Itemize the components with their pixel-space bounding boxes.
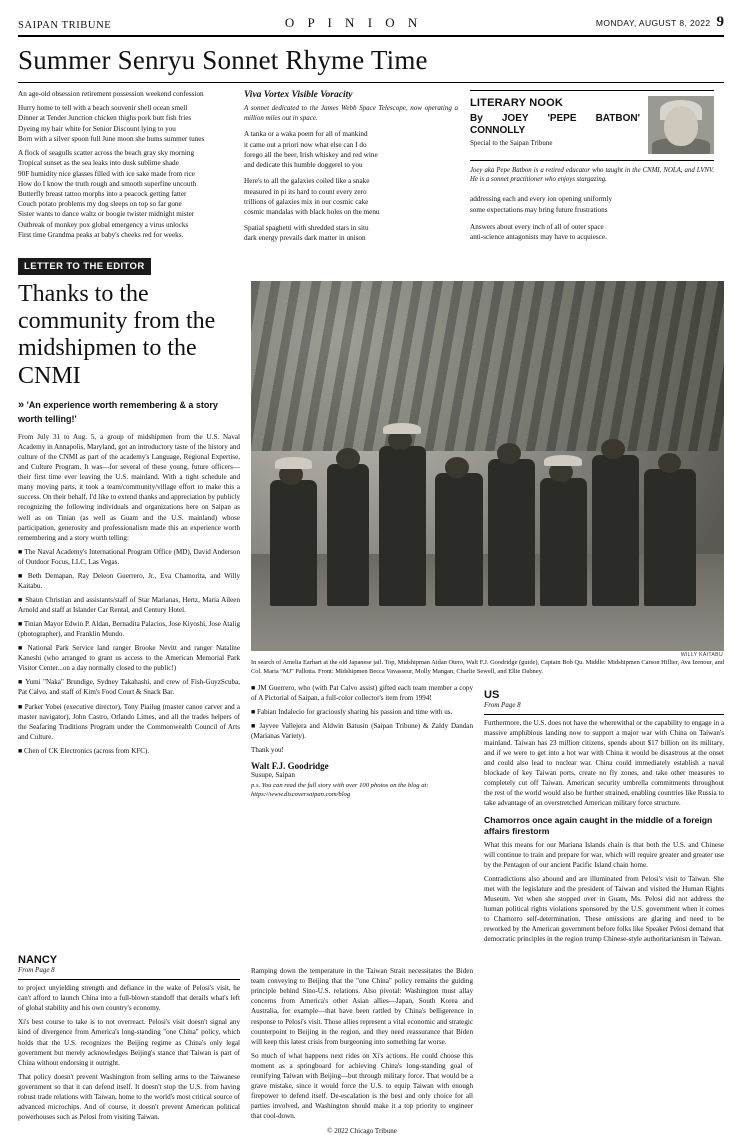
- senryu-column: [18, 89, 232, 244]
- us-from-page: From Page 8: [484, 700, 521, 709]
- masthead: [18, 14, 724, 37]
- letter-title: Thanks to the community from the midshipmen to the CNMI: [18, 280, 216, 389]
- nancy-divider: [18, 979, 240, 980]
- bottom-columns: [18, 948, 724, 1135]
- page-number: 9: [716, 14, 724, 30]
- letter-section-bar-row: [18, 251, 724, 275]
- bottom-right-spacer: [484, 948, 724, 1135]
- literary-nook-bio: Joey aka Pepe Batbon is a retired educator who taught in the CNMI, NOLA, and LVNV. He is a sonnet practitioner who enjoys stargazing.: [470, 167, 714, 184]
- lower-right-columns: [251, 683, 724, 949]
- letter-continued-body: ■ JM Guerrero, who (with Pat Calvo assist) gifted each team member a copy of A Pictorial of Saipan, a full-color collector's item from 1994! ■ Fabian Indalecio for graciously sharing his passion and time with us. ■ Jayvee Vallejera and Aldwin Batusin (Saipan Tribune) & Zaldy Dandan (Marianas Variety). Thank you!: [251, 683, 473, 754]
- literary-nook-box: [470, 90, 714, 161]
- photo-credit: WILLY KAITABU: [680, 651, 723, 658]
- section-name: O P I N I O N: [284, 15, 423, 30]
- letter-column: [18, 281, 240, 949]
- section-bar-letter-to-editor: LETTER TO THE EDITOR: [18, 258, 151, 275]
- top-article-area: [18, 89, 724, 244]
- photo-caption: In search of Amelia Earhart at the old Japanese jail. Top, Midshipman Aidan Otero, Walt F.J. Goodridge (guide), Captain Bob Qu. Middle: Midshipmen Carson Hillier, Ava Izenour, and Col. Maria "MJ" Pallotta. Front: Midshipmen Becca Vavasseur, Molly Mangan, Charlie Sewell, and Ellie Dabney.: [251, 658, 724, 675]
- group-photo: [251, 281, 724, 651]
- issue-date: MONDAY, AUGUST 8, 2022: [595, 18, 711, 28]
- literary-nook-byline: By JOEY 'PEPE BATBON' CONNOLLY: [470, 113, 640, 136]
- us-subheadline: Chamorros once again caught in the middle of a foreign affairs firestorm: [484, 815, 713, 836]
- author-portrait-photo: [648, 96, 714, 154]
- letter-postscript: p.s. You can read the full story with over 100 photos on the blog at: https://www.discoversaipan.com/blog: [251, 781, 429, 798]
- vortex-stanza-5: Answers about every inch of all of outer space anti-science antagonists may have to acquiesce.: [470, 222, 607, 241]
- vortex-stanza-2: Here's to all the galaxies coiled like a snake measured in pi its hard to count every zero trillions of galaxies mix in our cosmic cake cosmic mandalas with black holes on the menu: [244, 177, 380, 216]
- photo-people: [251, 377, 724, 606]
- senryu-stanza-3: A flock of seagulls scatter across the beach gray sky morning Tropical sunset as the sea leaks into dusk sublime shade 90F humidity nice glasses filled with ice sake made from rice How do I know the truth rough and smooth superfine uncouth Butterfly breast tattoo morphs into a peacock getting fatter Couch potato problems my dog sleeps on top so far gone Sister wants to dance waltz or boogie twister midnight mister Outbreak of monkey pox global emergency a virus unlocks First time Grandma peaks at baby's cheeks red for weeks.: [18, 149, 197, 239]
- middle-continued-body: Ramping down the temperature in the Taiwan Strait necessitates the Biden team conveying to Beijing that the "one China" policy remains the guiding principle behind Sino-U.S. relations. Also pivotal: Washington must allay concerns from America's other Asian allies—Japan, South Korea and Australia, for example—that have been rattled by China's belligerence in response to Pelosi's visit. Those allies represent a vital economic and strategic counterpoint to Beijing in the region, and they need reassurance that Biden will keep this latest crisis from burgeoning into something far worse. So much of what happens next rides on Xi's actions. He could choose this moment as a springboard for achieving China's long-standing goal of reunifying Taiwan with Beijing—but through military force. That would be a grave mistake, since it would force the U.S. to equip Taiwan with enough firepower to defend itself. De-escalation is the best and only choice for all parties involved, and Washington should make it a top priority to engineer that cool-down.: [251, 967, 473, 1121]
- masthead-right: [596, 14, 724, 31]
- senryu-stanza-2: Hurry home to tell with a beach souvenir shell ocean smell Dinner at Tender Junction chicken thighs pork butt fish fries Dyeing my hair white for Senior Discount lying to you Born with a silver spoon full June moon she hums summer tunes: [18, 104, 205, 143]
- letter-pullquote: » 'An experience worth remembering & a story worth telling!': [18, 399, 218, 424]
- photo-and-columns: [251, 281, 724, 949]
- vortex-stanza-1: A tanka or a waka poem for all of mankind it came out a priori now what else can I do forego all the beer, Irish whiskey and red wine and dedicate this humble doggerel to you: [244, 130, 378, 170]
- vortex-dedication: A sonnet dedicated to the James Webb Space Telescope, now operating a million miles out in space.: [244, 104, 458, 122]
- publication-name: SAIPAN TRIBUNE: [18, 20, 112, 31]
- middle-continued-column: [251, 948, 473, 1135]
- us-body-2: What this means for our Mariana Islands chain is that both the U.S. and Chinese will continue to train and prepare for war, which will require greater and greater use by the Pentagon of our ancient Pacific Island chain home. Contradictions also abound and are illuminated from Pelosi's visit to Taiwan. She met with the legislature and the president of Taiwan and visited the Human Rights Museum. Yet when she stopped over in Guam, Ms. Pelosi did not address the human political rights violations sponsored by the U.S. government when it comes to Chamorro self-determination. These omissions are glaring and need to be reworked by the American government before folks like Speaker Pelosi demand that democratic principles in the region trump Chinese-style authoritarianism in Taiwan.: [484, 840, 724, 944]
- page-title: Summer Senryu Sonnet Rhyme Time: [18, 45, 428, 75]
- rule-divider: [18, 82, 724, 83]
- main-body-area: [18, 281, 724, 949]
- literary-nook-text: [470, 96, 640, 154]
- vortex-stanza-3: Spatial spaghetti with shredded stars in situ dark energy prevails dark matter in unison: [244, 224, 369, 243]
- nancy-from-page: From Page 8: [18, 966, 55, 975]
- letter-signature-city: Susupe, Saipan: [251, 770, 295, 779]
- us-body: Furthermore, the U.S. does not have the wherewithal or the capability to engage in a massive amphibious landing now to support a major war with China on Taiwan's mainland. Taiwan has 23 million citizens, spends about $17 billion on its military, and if we were to get into a hot war with China it would be disastrous at the onset and could also lead to nuclear war. China could immediately establish a naval blockade of key Taiwan ports, create no fly zones, and take other measures to completely cut off Taiwan. American security umbrella commitments throughout the rest of the world would also be further strained, enabling countries like Russia to take advantage of an overstretched American military force structure.: [484, 718, 724, 808]
- literary-nook-title: LITERARY NOOK: [470, 97, 564, 109]
- letter-signature-name: Walt F.J. Goodridge: [251, 760, 329, 771]
- vortex-title: Viva Vortex Visible Voracity: [244, 90, 353, 100]
- nancy-headline: NANCY: [18, 954, 58, 967]
- chevron-double-right-icon: »: [18, 399, 25, 412]
- letter-body: From July 31 to Aug. 5, a group of midshipmen from the U.S. Naval Academy in Annapolis, Maryland, got an introductory taste of the history and culture of the CNMI as part of the academy's Language, Regional Expertise, and Culture Program. It was—for several of these young, future officers—their first time ever leaving the U.S. mainland. With a tight schedule and many moving parts, it took a team/community/village effort to make this a success. On their behalf, I'd like to extend thanks and appreciation by publicly recognizing the following individuals and organizations here on Saipan as well as on Tinian (as well as Guam and the U.S. mainland) whose participation, generosity and professionalism made this an experience worth remembering and a story worth telling: ■ The Naval Academy's International Program Office (MD), David Anderson of Outdoor Focus, LLC, Las Vegas. ■ Beth Demapan, Ray Deleon Guerrero, Jr., Eva Chamorita, and Willy Kaitabu. ■ Shaun Christian and assistants/staff of Star Marianas, Hertz, Maria Aileen Arnold and staff at Islander Car Rental, and Century Hotel. ■ Tinian Mayor Edwin P. Aldan, Bernadita Palacios, Jose Kiyoshi, Jose Atalig (photographer), and Franklin Mundo. ■ National Park Service land ranger Brooke Nevitt and ranger Nataline Kaneshi (who arranged to grant us access to the American Memorial Park Visitor Center...on a day normally closed to the public!) ■ Yumi "Naka" Brundige, Sydney Takahashi, and crew of Fish-GuyzScuba, Pat Calvo, and staff of Kim's Food Court & Snack Bar. ■ Parker Yobei (executive director), Tony Piailug (master canoe carver and a master navigator), John Castro, Orlando Limes, and all the trades helpers of the Seafaring Traditions Program under the Commonwealth Council of Arts and Culture. ■ Chen of CK Electronics (across from KFC).: [18, 433, 241, 755]
- literary-nook-special: Special to the Saipan Tribune: [470, 139, 553, 148]
- nancy-column: [18, 948, 240, 1135]
- vortex-stanza-4: addressing each and every ion opening uniformly some expectations may bring future frustrations: [470, 195, 613, 214]
- us-headline: US: [484, 688, 500, 701]
- us-column: [484, 683, 724, 949]
- us-divider: [484, 714, 724, 715]
- literary-nook-column: [470, 89, 714, 244]
- nancy-body: to project unyielding strength and defiance in the wake of Pelosi's visit, he can't afford to launch China into a full-blown standoff that derails what's left of global stability and his own country's economy. Xi's best course to take is to not overreact. Pelosi's visit doesn't signal any kind of divergence from America's long-standing "one China" policy, which holds that the U.S. recognizes the Beijing regime as China's only legal government but merely acknowledges Beijing's stance that Taiwan is part of China without endorsing it outright. That policy doesn't prevent Washington from selling arms to the Taiwanese government so that it can defend itself. It doesn't stop the U.S. from having robust trade relations with Taiwan, home to the world's most critical source of advanced microchips. And of course, it doesn't prevent American political powerhouses such as Pelosi from visiting Taiwan.: [18, 984, 240, 1121]
- letter-continued-column: [251, 683, 473, 949]
- vortex-column: [244, 89, 458, 244]
- copyright-footer: © 2022 Chicago Tribune: [327, 1127, 397, 1135]
- senryu-stanza-1: An age-old obsession retirement possession weekend confession: [18, 90, 204, 98]
